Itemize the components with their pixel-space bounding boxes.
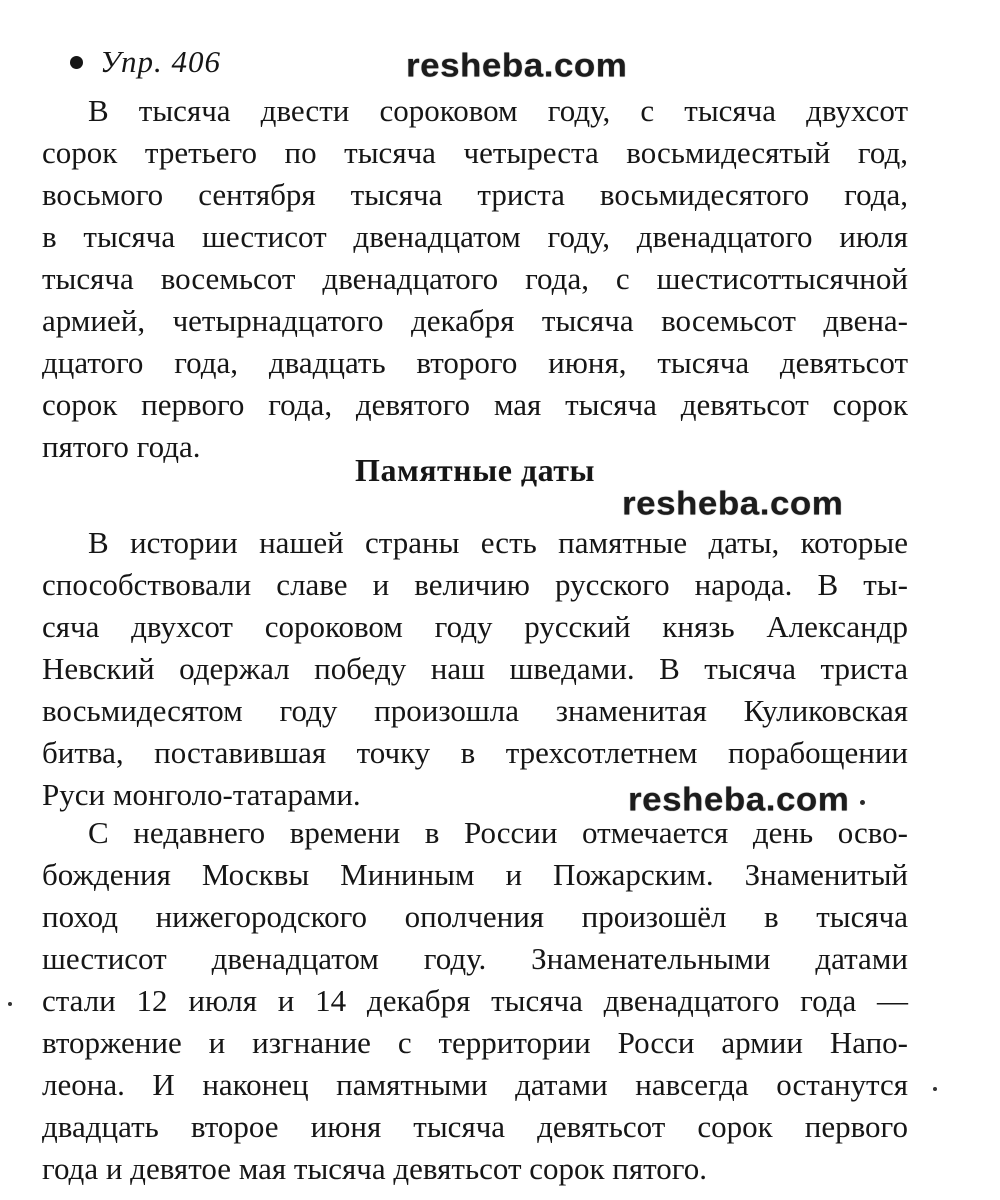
- text-line: восьмого сентября тысяча триста восьмидесятого года,: [42, 177, 908, 212]
- text-line: тысяча восемьсот двенадцатого года, с шестисоттысячной: [42, 261, 908, 296]
- bullet-icon: [70, 56, 83, 69]
- text-line: дцатого года, двадцать второго июня, тысяча девятьсот: [42, 345, 908, 380]
- text-line: сорок первого года, девятого мая тысяча девятьсот сорок: [42, 387, 908, 422]
- text-line: Невский одержал победу наш шведами. В тысяча триста: [42, 651, 908, 686]
- text-line: леона. И наконец памятными датами навсегда останутся: [42, 1067, 908, 1102]
- body-paragraph-1: [42, 522, 908, 816]
- exercise-number-label: Упр. 406: [100, 44, 221, 79]
- text-line: способствовали славе и величию русского народа. В ты-: [42, 567, 908, 602]
- text-line: армией, четырнадцатого декабря тысяча восемьсот двена-: [42, 303, 908, 338]
- scan-speck: [8, 1002, 12, 1006]
- watermark-bottom: resheba.com: [628, 781, 850, 819]
- text-line: вторжение и изгнание с территории Росси армии Напо-: [42, 1025, 908, 1060]
- text-line: стали 12 июля и 14 декабря тысяча двенадцатого года —: [42, 983, 908, 1018]
- text-line: сорок третьего по тысяча четыреста восьмидесятый год,: [42, 135, 908, 170]
- text-line: битва, поставившая точку в трехсотлетнем порабощении: [42, 735, 908, 770]
- watermark-middle: resheba.com: [622, 485, 844, 523]
- text-line: поход нижегородского ополчения произошёл в тысяча: [42, 899, 908, 934]
- text-line: двадцать второе июня тысяча девятьсот сорок первого: [42, 1109, 908, 1144]
- text-line: Руси монголо-татарами.: [42, 777, 361, 812]
- text-line: С недавнего времени в России отмечается день осво-: [88, 815, 908, 850]
- text-line: пятого года.: [42, 429, 201, 464]
- exercise-paragraph: [42, 90, 908, 468]
- text-line: года и девятое мая тысяча девятьсот сорок пятого.: [42, 1151, 707, 1186]
- watermark-top: resheba.com: [406, 47, 628, 85]
- text-line: восьмидесятом году произошла знаменитая Куликовская: [42, 693, 908, 728]
- text-line: сяча двухсот сороковом году русский князь Александр: [42, 609, 908, 644]
- section-heading: Памятные даты: [355, 452, 595, 488]
- text-line: В истории нашей страны есть памятные даты, которые: [88, 525, 908, 560]
- text-line: в тысяча шестисот двенадцатом году, двенадцатого июля: [42, 219, 908, 254]
- scan-speck: [933, 1087, 937, 1091]
- body-paragraph-2: [42, 812, 908, 1190]
- text-line: В тысяча двести сороковом году, с тысяча двухсот: [88, 93, 908, 128]
- scan-speck: [860, 800, 865, 805]
- text-line: шестисот двенадцатом году. Знаменательными датами: [42, 941, 908, 976]
- text-line: бождения Москвы Мининым и Пожарским. Знаменитый: [42, 857, 908, 892]
